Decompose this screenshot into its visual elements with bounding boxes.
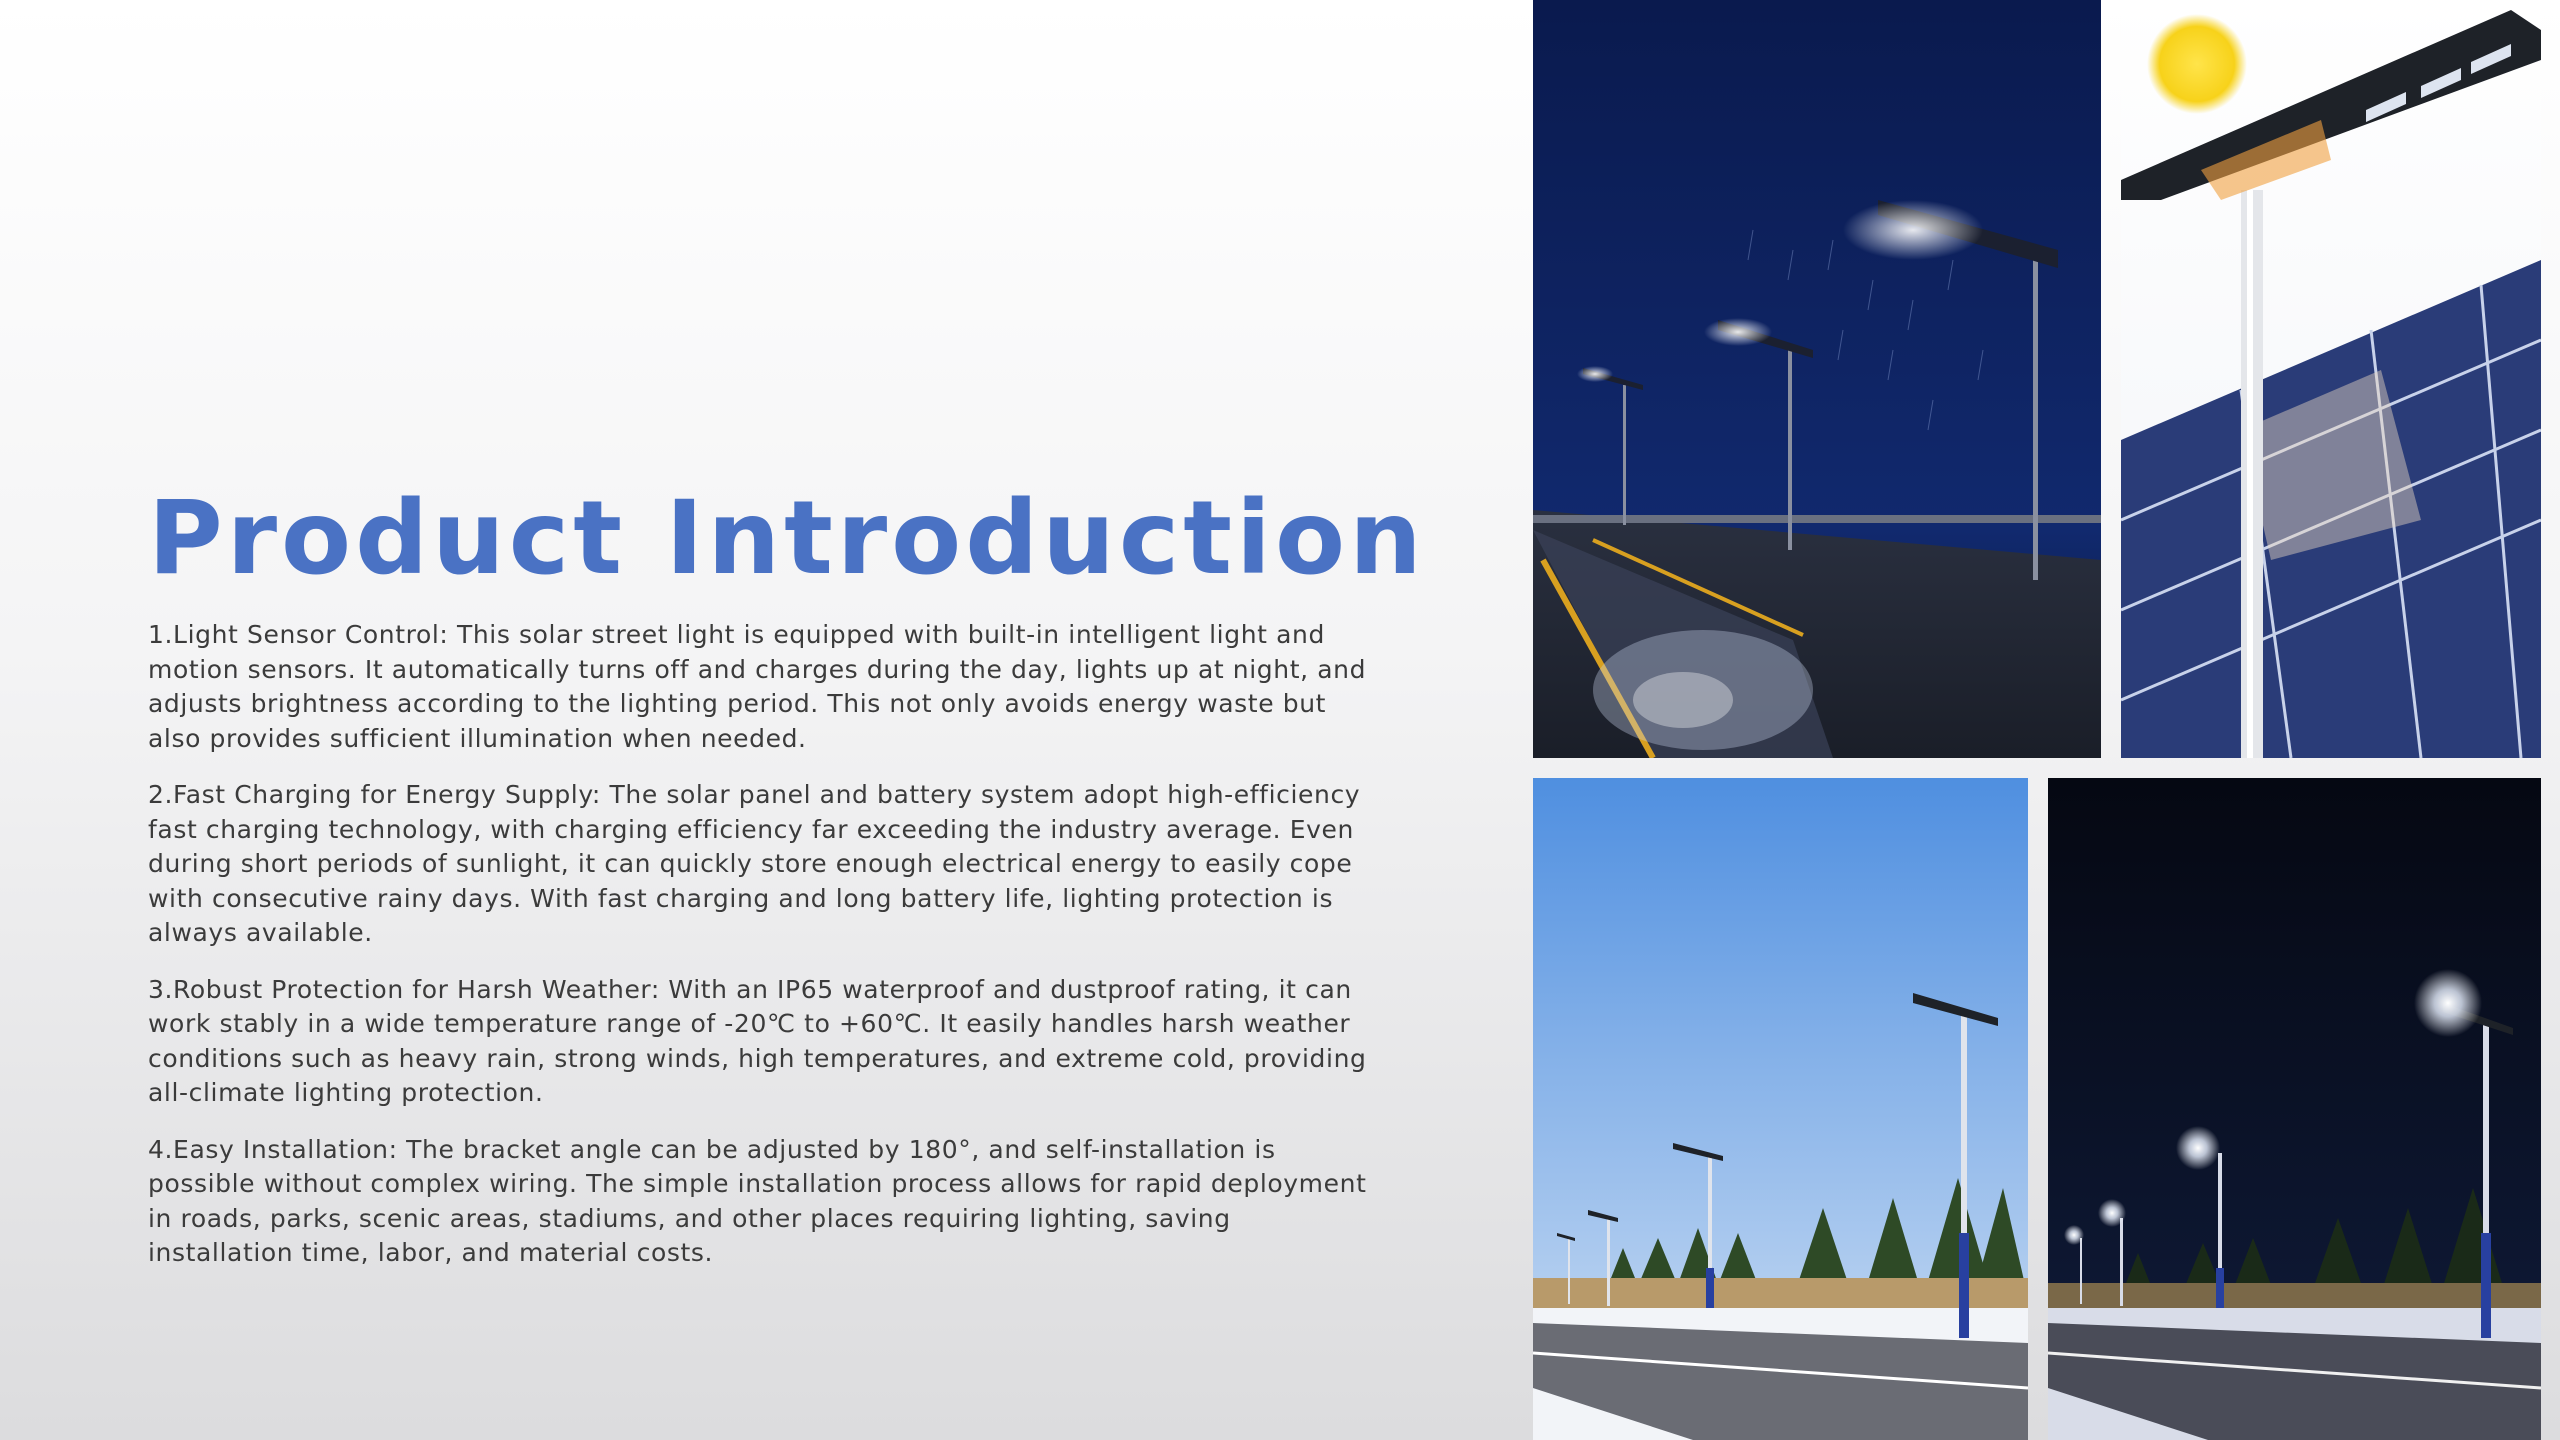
feature-weather-protection: 3.Robust Protection for Harsh Weather: With an IP65 waterproof and dustproof rating, it can work stably in a wide temperature range of -20℃ to +60℃. It easily handles harsh weather conditions such as heavy rain, strong winds, high temperatures, and extreme cold, providing all-climate lighting protection. xyxy=(148,974,1367,1107)
page-title: Product Introduction xyxy=(148,479,1426,598)
feature-fast-charging: 2.Fast Charging for Energy Supply: The solar panel and battery system adopt high-efficiency fast charging technology, with charging efficiency far exceeding the industry average. Even during short periods of sunlight, it can quickly store enough electrical energy to easily cope with consecutive rainy days. With fast charging and long battery life, lighting protection is always available. xyxy=(148,780,1361,947)
intro-text xyxy=(148,618,1373,1293)
photo-rainy-night-street xyxy=(1533,0,2101,758)
photo-night-snow-road xyxy=(2048,778,2541,1440)
feature-easy-installation: 4.Easy Installation: The bracket angle can be adjusted by 180°, and self-installation is possible without complex wiring. The simple installation process allows for rapid deployment in roads, parks, scenic areas, stadiums, and other places requiring lighting, saving installation time, labor, and material costs. xyxy=(148,1134,1367,1267)
photo-solar-panel-sun xyxy=(2121,0,2541,758)
photo-daytime-snow-road xyxy=(1533,778,2028,1440)
feature-light-sensor: 1.Light Sensor Control: This solar street light is equipped with built-in intelligent light and motion sensors. It automatically turns off and charges during the day, lights up at night, and adjusts brightness according to the lighting period. This not only avoids energy waste but also provides sufficient illumination when needed. xyxy=(148,620,1367,753)
